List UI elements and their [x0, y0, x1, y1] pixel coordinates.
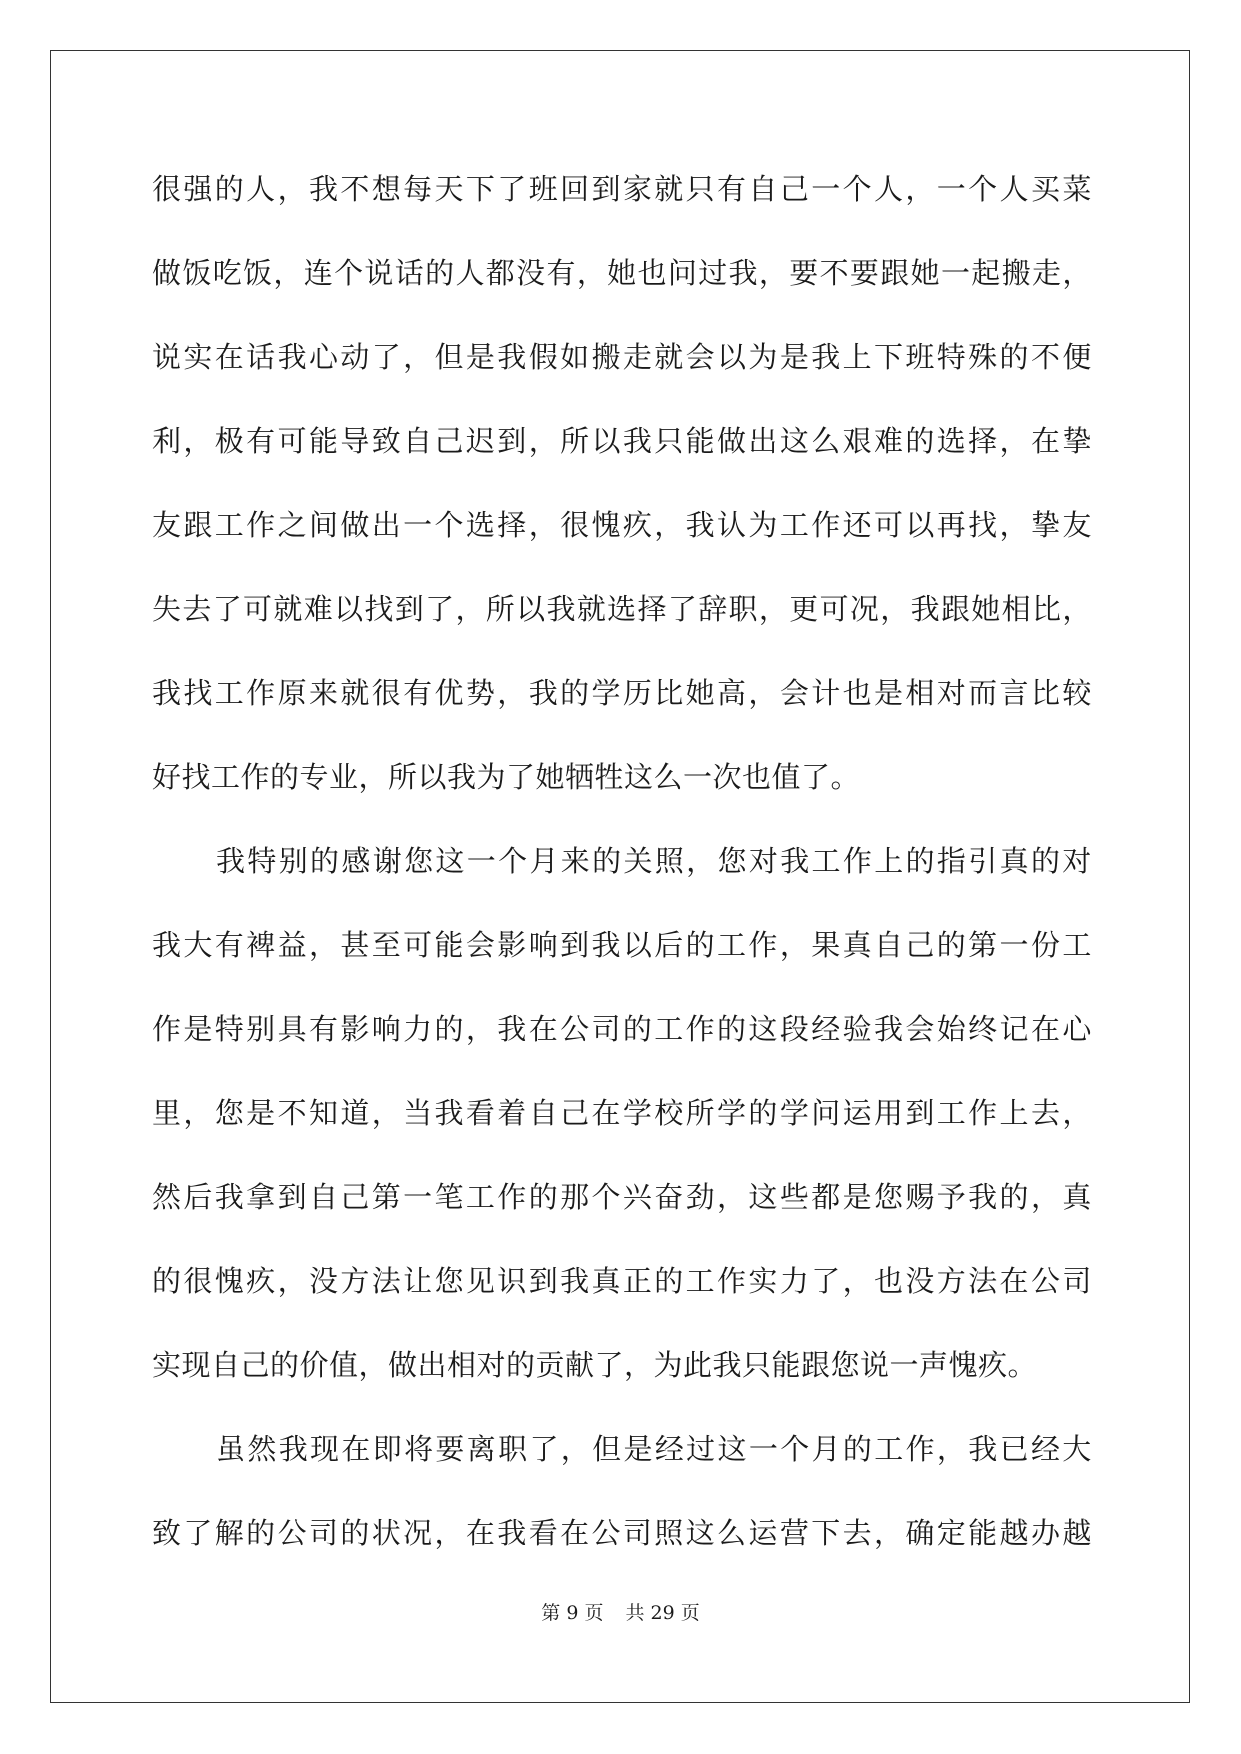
text-line: 致 了 解 的 公 司 的 状 况 ， 在 我 看 在 公 司 照 这 么 运 营 下 去 ， 确 定 能 越 办 越 — [152, 1516, 1092, 1550]
text-line: 里 ， 您 是 不 知 道 ， 当 我 看 着 自 己 在 学 校 所 学 的 学 问 运 用 到 工 作 上 去 ， — [152, 1096, 1092, 1130]
text-line: 我 大 有 裨 益 ， 甚 至 可 能 会 影 响 到 我 以 后 的 工 作 ， 果 真 自 己 的 第 一 份 工 — [152, 928, 1092, 962]
text-line: 我 找 工 作 原 来 就 很 有 优 势 ， 我 的 学 历 比 她 高 ， 会 计 也 是 相 对 而 言 比 较 — [152, 676, 1092, 710]
text-line: 友 跟 工 作 之 间 做 出 一 个 选 择 ， 很 愧 疚 ， 我 认 为 工 作 还 可 以 再 找 ， 挚 友 — [152, 508, 1092, 542]
text-line: 利 ， 极 有 可 能 导 致 自 己 迟 到 ， 所 以 我 只 能 做 出 这 么 艰 难 的 选 择 ， 在 挚 — [152, 424, 1092, 458]
text-line: 说 实 在 话 我 心 动 了 ， 但 是 我 假 如 搬 走 就 会 以 为 是 我 上 下 班 特 殊 的 不 便 — [152, 340, 1092, 374]
text-line: 然 后 我 拿 到 自 己 第 一 笔 工 作 的 那 个 兴 奋 劲 ， 这 些 都 是 您 赐 予 我 的 ， 真 — [152, 1180, 1092, 1214]
text-line: 好找工作的专业，所以我为了她牺牲这么一次也值了。 — [152, 760, 861, 794]
page-footer — [0, 1598, 1241, 1625]
text-line: 失 去 了 可 就 难 以 找 到 了 ， 所 以 我 就 选 择 了 辞 职 ， 更 可 况 ， 我 跟 她 相 比 ， — [152, 592, 1092, 626]
text-line: 我 特 别 的 感 谢 您 这 一 个 月 来 的 关 照 ， 您 对 我 工 作 上 的 指 引 真 的 对 — [216, 844, 1092, 878]
text-line: 实现自己的价值，做出相对的贡献了，为此我只能跟您说一声愧疚。 — [152, 1348, 1038, 1382]
text-line: 的 很 愧 疚 ， 没 方 法 让 您 见 识 到 我 真 正 的 工 作 实 力 了 ， 也 没 方 法 在 公 司 — [152, 1264, 1092, 1298]
page-number: 第 9 页 — [541, 1602, 604, 1624]
text-line: 很 强 的 人 ， 我 不 想 每 天 下 了 班 回 到 家 就 只 有 自 己 一 个 人 ， 一 个 人 买 菜 — [152, 172, 1092, 206]
text-line: 作 是 特 别 具 有 影 响 力 的 ， 我 在 公 司 的 工 作 的 这 段 经 验 我 会 始 终 记 在 心 — [152, 1012, 1092, 1046]
document-body — [152, 158, 1092, 1586]
text-line: 做 饭 吃 饭 ， 连 个 说 话 的 人 都 没 有 ， 她 也 问 过 我 ， 要 不 要 跟 她 一 起 搬 走 ， — [152, 256, 1092, 290]
text-line: 虽 然 我 现 在 即 将 要 离 职 了 ， 但 是 经 过 这 一 个 月 的 工 作 ， 我 已 经 大 — [216, 1432, 1092, 1466]
page-total: 共 29 页 — [625, 1602, 700, 1624]
